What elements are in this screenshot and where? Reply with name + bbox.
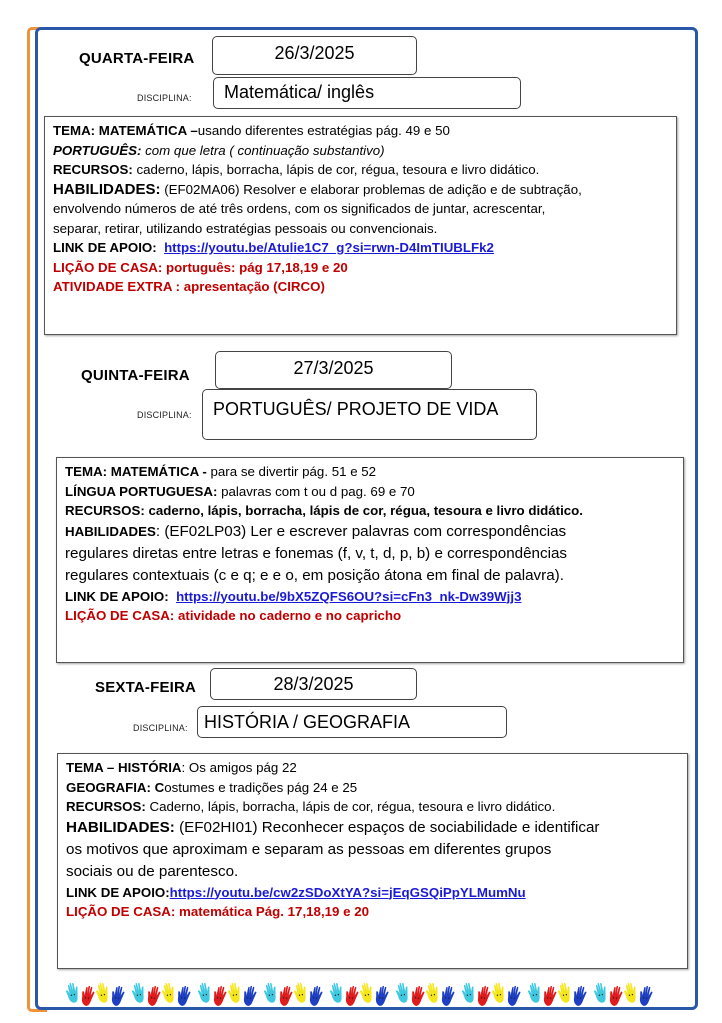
lingua-label: LÍNGUA PORTUGUESA: [65, 483, 218, 499]
portugues-line [53, 141, 668, 161]
lesson-box-wednesday [44, 116, 677, 335]
discipline-label: DISCIPLINA: [137, 410, 192, 420]
lesson-box-friday [57, 753, 688, 969]
hand-group [329, 982, 389, 1008]
handprint-icon [306, 984, 325, 1009]
tema-label: TEMA: MATEMÁTICA - [65, 464, 207, 479]
homework-line: LIÇÃO DE CASA: matemática Pág. 17,18,19 e 20 [66, 904, 369, 919]
discipline-field-friday[interactable]: HISTÓRIA / GEOGRAFIA [197, 706, 507, 738]
hand-group [65, 982, 125, 1008]
date-field-thursday[interactable]: 27/3/2025 [215, 351, 452, 389]
habilidades-cont: os motivos que aproximam e separam as pessoas em diferentes grupos [66, 840, 552, 858]
recursos-label: RECURSOS: [53, 162, 133, 177]
extra-activity-line: ATIVIDADE EXTRA : apresentação (CIRCO) [53, 279, 325, 294]
hand-group [263, 982, 323, 1008]
habilidades-text: (EF02MA06) Resolver e elaborar problemas de adição e de subtração, [160, 181, 582, 197]
handprint-icon [240, 984, 259, 1009]
link-line [53, 238, 668, 258]
hand-group [395, 982, 455, 1008]
hand-group [593, 982, 653, 1008]
habilidades-line [65, 521, 675, 543]
habilidades-label: HABILIDADES: [53, 180, 161, 198]
recursos-line [53, 160, 668, 180]
habilidades-line [66, 817, 679, 839]
tema-text: : Os amigos pág 22 [181, 760, 297, 775]
date-field-wednesday[interactable]: 26/3/2025 [212, 36, 417, 75]
support-link[interactable]: https://youtu.be/9bX5ZQFS6OU?si=cFn3_nk-Dw39Wjj3 [176, 588, 522, 604]
hand-group [131, 982, 191, 1008]
recursos-text: Caderno, lápis, borracha, lápis de cor, régua, tesoura e livro didático. [145, 799, 556, 814]
homework-line: LIÇÃO DE CASA: atividade no caderno e no capricho [65, 608, 402, 623]
tema-line [65, 462, 675, 482]
lingua-line [65, 482, 675, 502]
recursos-line: RECURSOS: caderno, lápis, borracha, lápis de cor, régua, tesoura e livro didático. [65, 503, 583, 518]
habilidades-label: HABILIDADES: [66, 818, 175, 836]
support-link[interactable]: https://youtu.be/Atulie1C7_g?si=rwn-D4ImTIUBLFk2 [164, 240, 494, 255]
handprint-icon [108, 984, 127, 1009]
handprint-icon [438, 984, 457, 1009]
link-line [65, 587, 675, 607]
recursos-line [66, 797, 679, 817]
habilidades-cont: envolvendo números de até três ordens, com os significados de juntar, acrescentar, [53, 201, 546, 216]
lingua-text: palavras com t ou d pag. 69 e 70 [217, 483, 415, 499]
hand-group [527, 982, 587, 1008]
day-label-wednesday: QUARTA-FEIRA [79, 50, 195, 67]
portugues-text: com que letra ( continuação substantivo) [141, 142, 385, 158]
tema-line [53, 121, 668, 141]
lesson-box-thursday [56, 457, 684, 663]
habilidades-cont: regulares diretas entre letras e fonemas (f, v, t, d, p, b) e correspondências [65, 544, 567, 562]
habilidades-line [53, 180, 668, 200]
habilidades-cont: separar, retirar, utilizando estratégias pessoais ou convencionais. [53, 220, 438, 236]
handprint-icon [636, 984, 655, 1009]
handprint-icon [504, 984, 523, 1009]
day-label-thursday: QUINTA-FEIRA [81, 367, 190, 384]
tema-text: para se divertir pág. 51 e 52 [206, 464, 377, 479]
habilidades-text: : (EF02LP03) Ler e escrever palavras com correspondências [155, 522, 567, 540]
geografia-label: GEOGRAFIA: C [66, 779, 165, 795]
recursos-label: RECURSOS: [66, 799, 146, 814]
habilidades-cont: regulares contextuais (c e q; e e o, em posição átona em final de palavra). [65, 566, 564, 584]
handprint-icon [372, 984, 391, 1009]
habilidades-cont: sociais ou de parentesco. [66, 862, 239, 880]
link-label: LINK DE APOIO: [65, 588, 169, 604]
geografia-text: ostumes e tradições pág 24 e 25 [164, 779, 358, 795]
tema-text: usando diferentes estratégias pág. 49 e 50 [197, 123, 450, 138]
portugues-label: PORTUGUÊS: [53, 142, 142, 158]
handprint-border [65, 982, 659, 1008]
handprint-icon [174, 984, 193, 1009]
support-link[interactable]: https://youtu.be/cw2zSDoXtYA?si=jEqGSQiPpYLMumNu [169, 884, 526, 900]
hand-group [461, 982, 521, 1008]
day-label-friday: SEXTA-FEIRA [95, 679, 197, 696]
tema-label: TEMA – HISTÓRIA [66, 760, 182, 775]
habilidades-label: HABILIDADES [65, 523, 156, 539]
habilidades-text: (EF02HI01) Reconhecer espaços de sociabilidade e identificar [174, 818, 600, 836]
discipline-field-wednesday[interactable]: Matemática/ inglês [213, 77, 521, 109]
date-field-friday[interactable]: 28/3/2025 [210, 668, 417, 700]
discipline-label: DISCIPLINA: [137, 93, 192, 103]
recursos-text: caderno, lápis, borracha, lápis de cor, régua, tesoura e livro didático. [132, 162, 540, 177]
tema-line [66, 758, 679, 778]
homework-line: LIÇÃO DE CASA: português: pág 17,18,19 e 20 [53, 259, 348, 275]
link-label: LINK DE APOIO: [66, 884, 170, 900]
link-line [66, 883, 679, 903]
hand-group [197, 982, 257, 1008]
geografia-line [66, 778, 679, 798]
tema-label: TEMA: MATEMÁTICA – [53, 123, 198, 138]
link-label: LINK DE APOIO: [53, 240, 157, 255]
discipline-label: DISCIPLINA: [133, 723, 188, 733]
discipline-field-thursday[interactable]: PORTUGUÊS/ PROJETO DE VIDA [202, 389, 537, 440]
handprint-icon [570, 984, 589, 1009]
